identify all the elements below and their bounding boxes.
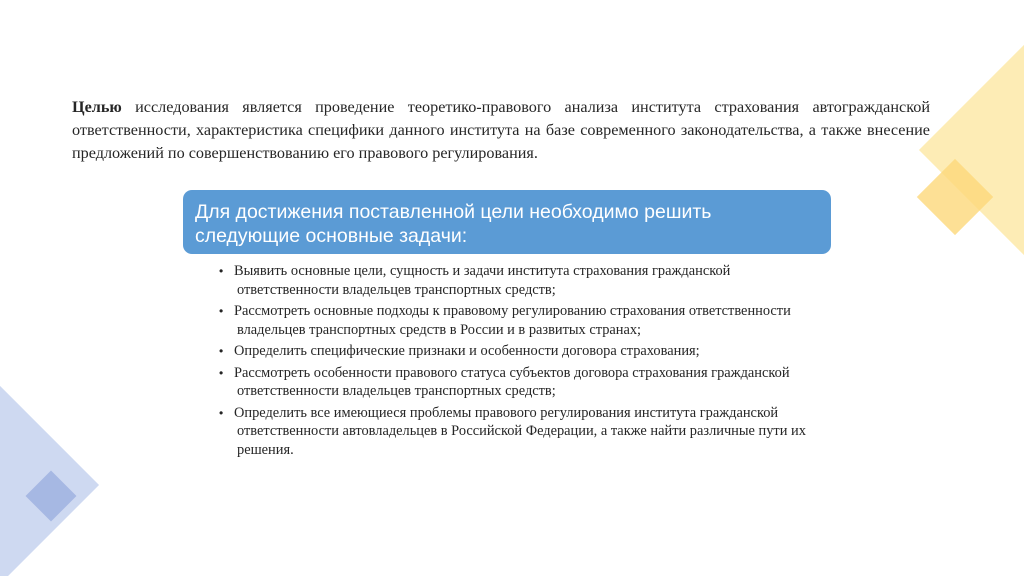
list-item (204, 342, 824, 361)
task-text: Рассмотреть особенности правового статуса субъектов договора страхования гражданской ответственности владельцев транспортных средств; (234, 364, 790, 399)
research-goal-paragraph (72, 96, 930, 165)
task-text: Рассмотреть основные подходы к правовому регулированию страхования ответственности владельцев транспортных средств в России и в развитых странах; (234, 303, 791, 338)
tasks-list (204, 262, 824, 462)
list-item (204, 262, 824, 299)
task-text: Определить специфические признаки и особенности договора страхования; (234, 343, 700, 359)
bullet-icon: • (219, 264, 224, 278)
bullet-icon: • (219, 365, 224, 380)
list-item (204, 364, 824, 401)
tasks-header-box (183, 190, 831, 254)
task-text: Определить все имеющиеся проблемы правового регулирования института гражданской ответственности автовладельцев в Российской Федерации, а также найти различные пути их решения. (234, 404, 806, 458)
decorative-yellow-diamond-large (919, 44, 1024, 256)
research-goal-text: исследования является проведение теоретико-правового анализа института страхования автогражданской ответственности, характеристика специфики данного института на базе современного законодательства, а также внесение предложений по совершенствованию его правового регулирования. (72, 98, 930, 162)
bullet-icon: • (219, 304, 224, 318)
bullet-icon: • (219, 405, 224, 420)
list-item (204, 404, 824, 460)
tasks-header-text: Для достижения поставленной цели необходимо решить следующие основные задачи: (195, 201, 712, 247)
list-item (204, 302, 824, 339)
bullet-icon: • (219, 344, 224, 358)
task-text: Выявить основные цели, сущность и задачи института страхования гражданской ответственности владельцев транспортных средств; (234, 263, 731, 298)
research-goal-lead: Целью (72, 98, 122, 116)
